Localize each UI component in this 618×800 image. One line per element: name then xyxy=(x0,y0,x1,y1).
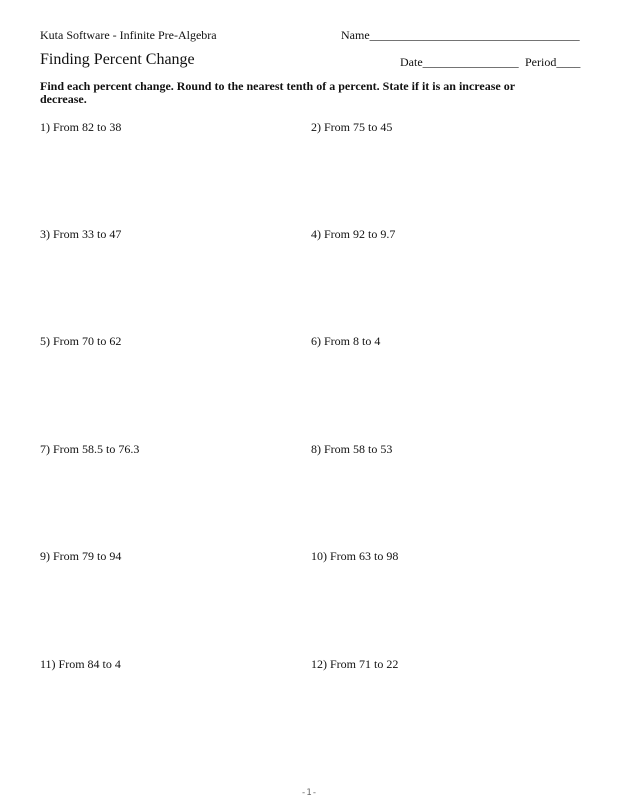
problem-item: 12) From 71 to 22 xyxy=(311,657,399,671)
problem-item: 8) From 58 to 53 xyxy=(311,442,393,456)
problem-item: 4) From 92 to 9.7 xyxy=(311,227,396,241)
problem-item: 7) From 58.5 to 76.3 xyxy=(40,442,140,456)
name-field: Name___________________________________ xyxy=(341,28,580,42)
problem-item: 6) From 8 to 4 xyxy=(311,334,381,348)
problem-item: 9) From 79 to 94 xyxy=(40,549,122,563)
problem-item: 2) From 75 to 45 xyxy=(311,120,393,134)
instructions: Find each percent change. Round to the nearest tenth of a percent. State if it is an increase or decrease. xyxy=(40,79,515,106)
problem-item: 3) From 33 to 47 xyxy=(40,227,122,241)
problem-item: 11) From 84 to 4 xyxy=(40,657,121,671)
period-field: Period____ xyxy=(525,55,581,69)
problem-item: 1) From 82 to 38 xyxy=(40,120,122,134)
page-title: Finding Percent Change xyxy=(40,51,195,68)
problem-item: 10) From 63 to 98 xyxy=(311,549,399,563)
worksheet-source: Kuta Software - Infinite Pre-Algebra xyxy=(40,28,217,42)
date-field: Date________________ xyxy=(400,55,519,69)
problem-item: 5) From 70 to 62 xyxy=(40,334,122,348)
page-number: -1- xyxy=(300,788,318,798)
